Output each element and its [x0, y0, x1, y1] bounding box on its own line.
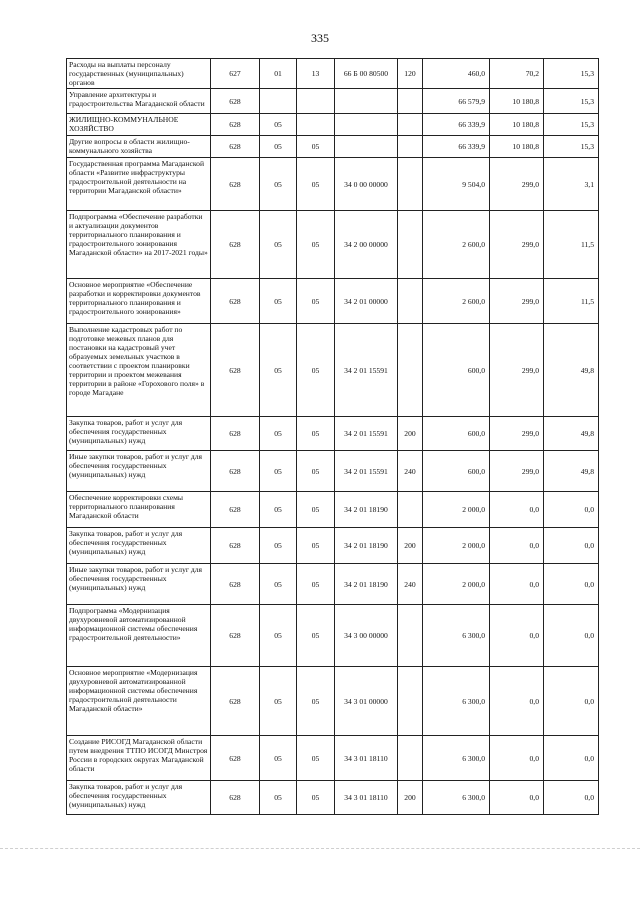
cell-vr	[398, 605, 423, 667]
cell-csr	[335, 89, 398, 114]
cell-name: Государственная программа Магаданской области «Развитие инфраструктуры градостроительной деятельности на территории Магаданской области»	[67, 158, 211, 211]
cell-ved: 628	[211, 667, 260, 736]
cell-csr: 34 3 01 18110	[335, 781, 398, 815]
cell-name: Основное мероприятие «Обеспечение разработки и корректировки документов территориального планирования и градостроительного зонирования»	[67, 279, 211, 324]
cell-ved: 628	[211, 324, 260, 417]
cell-name: Иные закупки товаров, работ и услуг для обеспечения государственных (муниципальных) нужд	[67, 564, 211, 605]
cell-vr: 200	[398, 781, 423, 815]
cell-ved: 628	[211, 417, 260, 451]
cell-pr: 05	[297, 667, 335, 736]
cell-csr: 34 3 00 00000	[335, 605, 398, 667]
cell-pct: 11,5	[544, 211, 599, 279]
cell-vr: 200	[398, 528, 423, 564]
cell-pr: 05	[297, 451, 335, 492]
cell-ved: 628	[211, 492, 260, 528]
cell-plan: 2 600,0	[423, 279, 490, 324]
cell-rz	[260, 89, 297, 114]
cell-csr	[335, 114, 398, 136]
cell-pr: 05	[297, 136, 335, 158]
table-row	[67, 667, 599, 736]
table-row	[67, 492, 599, 528]
cell-vr	[398, 492, 423, 528]
table-row	[67, 451, 599, 492]
cell-pct: 0,0	[544, 736, 599, 781]
table-row	[67, 528, 599, 564]
cell-rz: 05	[260, 667, 297, 736]
table-row	[67, 781, 599, 815]
cell-plan: 66 579,9	[423, 89, 490, 114]
cell-rz: 05	[260, 451, 297, 492]
cell-pr: 05	[297, 211, 335, 279]
cell-vr	[398, 89, 423, 114]
budget-table	[66, 58, 599, 815]
cell-csr: 34 0 00 00000	[335, 158, 398, 211]
cell-vr	[398, 136, 423, 158]
cell-plan: 600,0	[423, 324, 490, 417]
table-row	[67, 211, 599, 279]
page-number: 335	[311, 31, 329, 45]
cell-csr: 34 2 01 18190	[335, 564, 398, 605]
cell-plan: 2 000,0	[423, 492, 490, 528]
cell-csr: 34 3 01 18110	[335, 736, 398, 781]
cell-pct: 15,3	[544, 114, 599, 136]
cell-rz: 05	[260, 417, 297, 451]
cell-exec: 0,0	[490, 605, 544, 667]
cell-name: Выполнение кадастровых работ по подготовке межевых планов для постановки на кадастровый учет образуемых земельных участков в соответствии с проектом планировки территории и проектом межевания территории в районе «Горохового поля» в городе Магадане	[67, 324, 211, 417]
cell-plan: 6 300,0	[423, 736, 490, 781]
cell-exec: 299,0	[490, 211, 544, 279]
cell-exec: 299,0	[490, 324, 544, 417]
cell-ved: 628	[211, 211, 260, 279]
cell-ved: 628	[211, 781, 260, 815]
cell-exec: 70,2	[490, 59, 544, 89]
cell-vr: 120	[398, 59, 423, 89]
cell-csr: 66 Б 00 80500	[335, 59, 398, 89]
cell-rz: 05	[260, 605, 297, 667]
cell-pr: 05	[297, 492, 335, 528]
cell-exec: 299,0	[490, 279, 544, 324]
cell-pct: 15,3	[544, 136, 599, 158]
cell-name: Подпрограмма «Обеспечение разработки и актуализации документов территориального планирования и градостроительного зонирования Магаданской области» на 2017-2021 годы»	[67, 211, 211, 279]
cell-pct: 0,0	[544, 781, 599, 815]
table-row	[67, 417, 599, 451]
cell-name: Закупка товаров, работ и услуг для обеспечения государственных (муниципальных) нужд	[67, 528, 211, 564]
cell-exec: 0,0	[490, 564, 544, 605]
cell-name: Иные закупки товаров, работ и услуг для обеспечения государственных (муниципальных) нужд	[67, 451, 211, 492]
cell-name: Обеспечение корректировки схемы территориального планирования Магаданской области	[67, 492, 211, 528]
cell-plan: 6 300,0	[423, 605, 490, 667]
cell-name: Закупка товаров, работ и услуг для обеспечения государственных (муниципальных) нужд	[67, 417, 211, 451]
cell-exec: 299,0	[490, 417, 544, 451]
cell-vr: 200	[398, 417, 423, 451]
cell-csr: 34 3 01 00000	[335, 667, 398, 736]
cell-rz: 05	[260, 324, 297, 417]
cell-vr: 240	[398, 451, 423, 492]
cell-vr: 240	[398, 564, 423, 605]
cell-pct: 0,0	[544, 528, 599, 564]
cell-pr: 05	[297, 781, 335, 815]
cell-plan: 600,0	[423, 417, 490, 451]
cell-rz: 05	[260, 279, 297, 324]
cell-name: ЖИЛИЩНО-КОММУНАЛЬНОЕ ХОЗЯЙСТВО	[67, 114, 211, 136]
cell-vr	[398, 114, 423, 136]
cell-vr	[398, 667, 423, 736]
cell-ved: 628	[211, 564, 260, 605]
cell-exec: 299,0	[490, 451, 544, 492]
cell-pr: 05	[297, 158, 335, 211]
cell-pr: 05	[297, 279, 335, 324]
cell-plan: 2 000,0	[423, 528, 490, 564]
cell-name: Другие вопросы в области жилищно-коммунального хозяйства	[67, 136, 211, 158]
cell-pr	[297, 114, 335, 136]
cell-plan: 460,0	[423, 59, 490, 89]
cell-pct: 15,3	[544, 59, 599, 89]
cell-name: Расходы на выплаты персоналу государственных (муниципальных) органов	[67, 59, 211, 89]
cell-rz: 05	[260, 114, 297, 136]
table-row	[67, 324, 599, 417]
cell-pr: 05	[297, 564, 335, 605]
cell-ved: 628	[211, 451, 260, 492]
cell-name: Основное мероприятие «Модернизация двухуровневой автоматизированной информационной системы обеспечения градостроительной деятельности Магаданской области»	[67, 667, 211, 736]
cell-pct: 0,0	[544, 667, 599, 736]
cell-rz: 05	[260, 781, 297, 815]
cell-plan: 600,0	[423, 451, 490, 492]
cell-pct: 3,1	[544, 158, 599, 211]
cell-pct: 15,3	[544, 89, 599, 114]
table-row	[67, 564, 599, 605]
cell-pct: 0,0	[544, 492, 599, 528]
cell-csr: 34 2 01 15591	[335, 451, 398, 492]
cell-plan: 66 339,9	[423, 114, 490, 136]
cell-ved: 628	[211, 89, 260, 114]
cell-pct: 11,5	[544, 279, 599, 324]
cell-exec: 0,0	[490, 667, 544, 736]
cell-pct: 0,0	[544, 564, 599, 605]
cell-pr	[297, 89, 335, 114]
cell-ved: 628	[211, 279, 260, 324]
cell-pr: 05	[297, 736, 335, 781]
cell-exec: 10 180,8	[490, 114, 544, 136]
table-row	[67, 736, 599, 781]
cell-ved: 628	[211, 736, 260, 781]
cell-csr: 34 2 01 18190	[335, 528, 398, 564]
cell-rz: 05	[260, 211, 297, 279]
cell-name: Подпрограмма «Модернизация двухуровневой автоматизированной информационной системы обеспечения градостроительной деятельности»	[67, 605, 211, 667]
cell-exec: 299,0	[490, 158, 544, 211]
cell-exec: 10 180,8	[490, 136, 544, 158]
cell-plan: 2 600,0	[423, 211, 490, 279]
cell-csr: 34 2 01 18190	[335, 492, 398, 528]
cell-rz: 05	[260, 158, 297, 211]
cell-pct: 49,8	[544, 451, 599, 492]
cell-rz: 05	[260, 136, 297, 158]
cell-rz: 05	[260, 736, 297, 781]
cell-csr: 34 2 01 00000	[335, 279, 398, 324]
cell-csr	[335, 136, 398, 158]
table-row	[67, 89, 599, 114]
cell-csr: 34 2 01 15591	[335, 324, 398, 417]
cell-vr	[398, 736, 423, 781]
cell-pr: 05	[297, 605, 335, 667]
cell-vr	[398, 158, 423, 211]
cell-rz: 05	[260, 564, 297, 605]
cell-pr: 05	[297, 528, 335, 564]
cell-exec: 0,0	[490, 736, 544, 781]
cell-vr	[398, 211, 423, 279]
cell-ved: 627	[211, 59, 260, 89]
cell-plan: 66 339,9	[423, 136, 490, 158]
table-row	[67, 279, 599, 324]
cell-csr: 34 2 00 00000	[335, 211, 398, 279]
cell-plan: 2 000,0	[423, 564, 490, 605]
cell-ved: 628	[211, 605, 260, 667]
cell-ved: 628	[211, 136, 260, 158]
table-row	[67, 114, 599, 136]
cell-exec: 0,0	[490, 492, 544, 528]
cell-vr	[398, 279, 423, 324]
cell-pct: 49,8	[544, 324, 599, 417]
table-row	[67, 605, 599, 667]
table-row	[67, 136, 599, 158]
cell-exec: 10 180,8	[490, 89, 544, 114]
cell-ved: 628	[211, 114, 260, 136]
cell-pct: 0,0	[544, 605, 599, 667]
cell-exec: 0,0	[490, 528, 544, 564]
cell-ved: 628	[211, 528, 260, 564]
cell-rz: 05	[260, 528, 297, 564]
cell-plan: 9 504,0	[423, 158, 490, 211]
page-bottom-rule	[0, 848, 640, 850]
cell-csr: 34 2 01 15591	[335, 417, 398, 451]
cell-plan: 6 300,0	[423, 781, 490, 815]
cell-rz: 05	[260, 492, 297, 528]
cell-pr: 13	[297, 59, 335, 89]
cell-plan: 6 300,0	[423, 667, 490, 736]
cell-pr: 05	[297, 324, 335, 417]
cell-ved: 628	[211, 158, 260, 211]
table-row	[67, 158, 599, 211]
cell-pr: 05	[297, 417, 335, 451]
cell-name: Создание РИСОГД Магаданской области путем внедрения ТТПО ИСОГД Минстроя России в городских округах Магаданской области	[67, 736, 211, 781]
cell-pct: 49,8	[544, 417, 599, 451]
cell-rz: 01	[260, 59, 297, 89]
cell-name: Управление архитектуры и градостроительства Магаданской области	[67, 89, 211, 114]
cell-vr	[398, 324, 423, 417]
table-row	[67, 59, 599, 89]
cell-name: Закупка товаров, работ и услуг для обеспечения государственных (муниципальных) нужд	[67, 781, 211, 815]
cell-exec: 0,0	[490, 781, 544, 815]
